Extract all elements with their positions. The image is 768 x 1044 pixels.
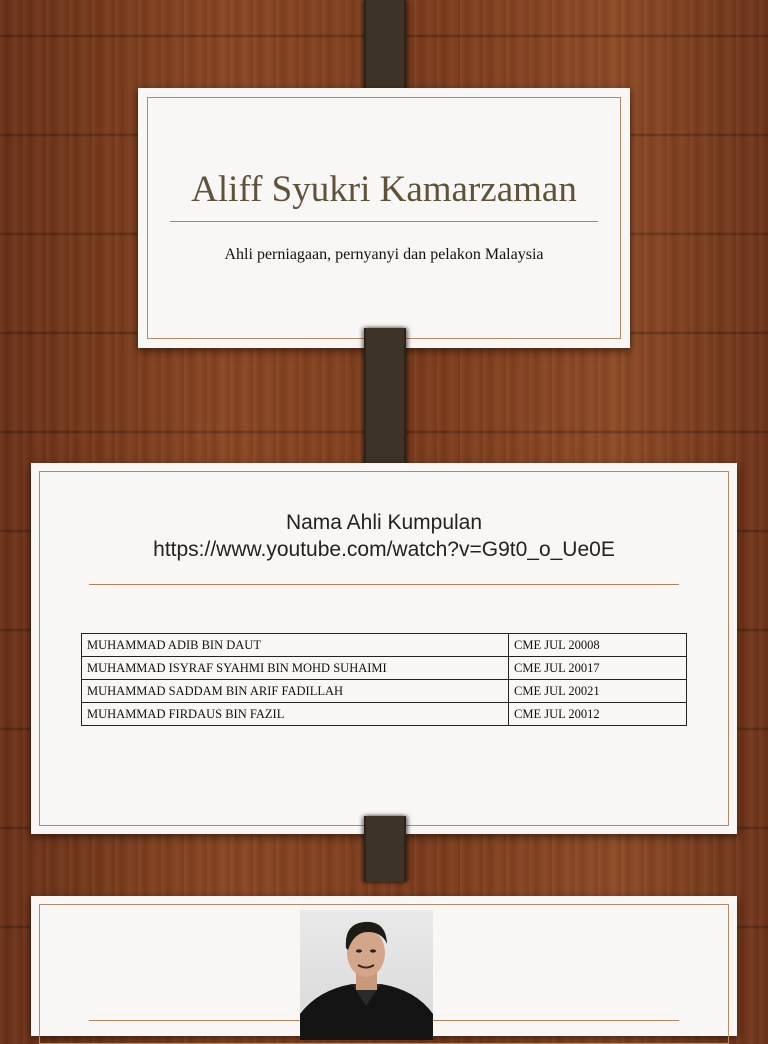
members-divider [89,584,679,585]
member-name-cell: MUHAMMAD SADDAM BIN ARIF FADILLAH [82,680,509,703]
title-slide-frame [147,97,621,339]
title-divider [170,221,598,222]
title-slide-card [138,88,630,348]
member-name-cell: MUHAMMAD ADIB BIN DAUT [82,634,509,657]
slide-subtitle: Ahli perniagaan, pernyanyi dan pelakon Malaysia [224,246,544,263]
member-id-cell: CME JUL 20017 [509,657,687,680]
member-name-cell: MUHAMMAD FIRDAUS BIN FAZIL [82,703,509,726]
person-portrait-icon [300,910,433,1040]
table-row [82,657,687,680]
hanging-strap-middle [364,328,406,482]
table-row [82,680,687,703]
member-id-cell: CME JUL 20021 [509,680,687,703]
member-id-cell: CME JUL 20008 [509,634,687,657]
table-row [82,634,687,657]
hanging-strap-bottom [364,816,406,882]
members-slide-card [31,463,737,834]
photo-slide-card [31,896,737,1036]
youtube-link[interactable]: https://www.youtube.com/watch?v=G9t0_o_Ue0E [153,538,615,561]
member-id-cell: CME JUL 20012 [509,703,687,726]
member-name-cell: MUHAMMAD ISYRAF SYAHMI BIN MOHD SUHAIMI [82,657,509,680]
group-heading [31,509,737,563]
table-row [82,703,687,726]
group-heading-title: Nama Ahli Kumpulan [285,511,483,534]
slide-title: Aliff Syukri Kamarzaman [191,169,577,210]
members-table [81,633,687,726]
